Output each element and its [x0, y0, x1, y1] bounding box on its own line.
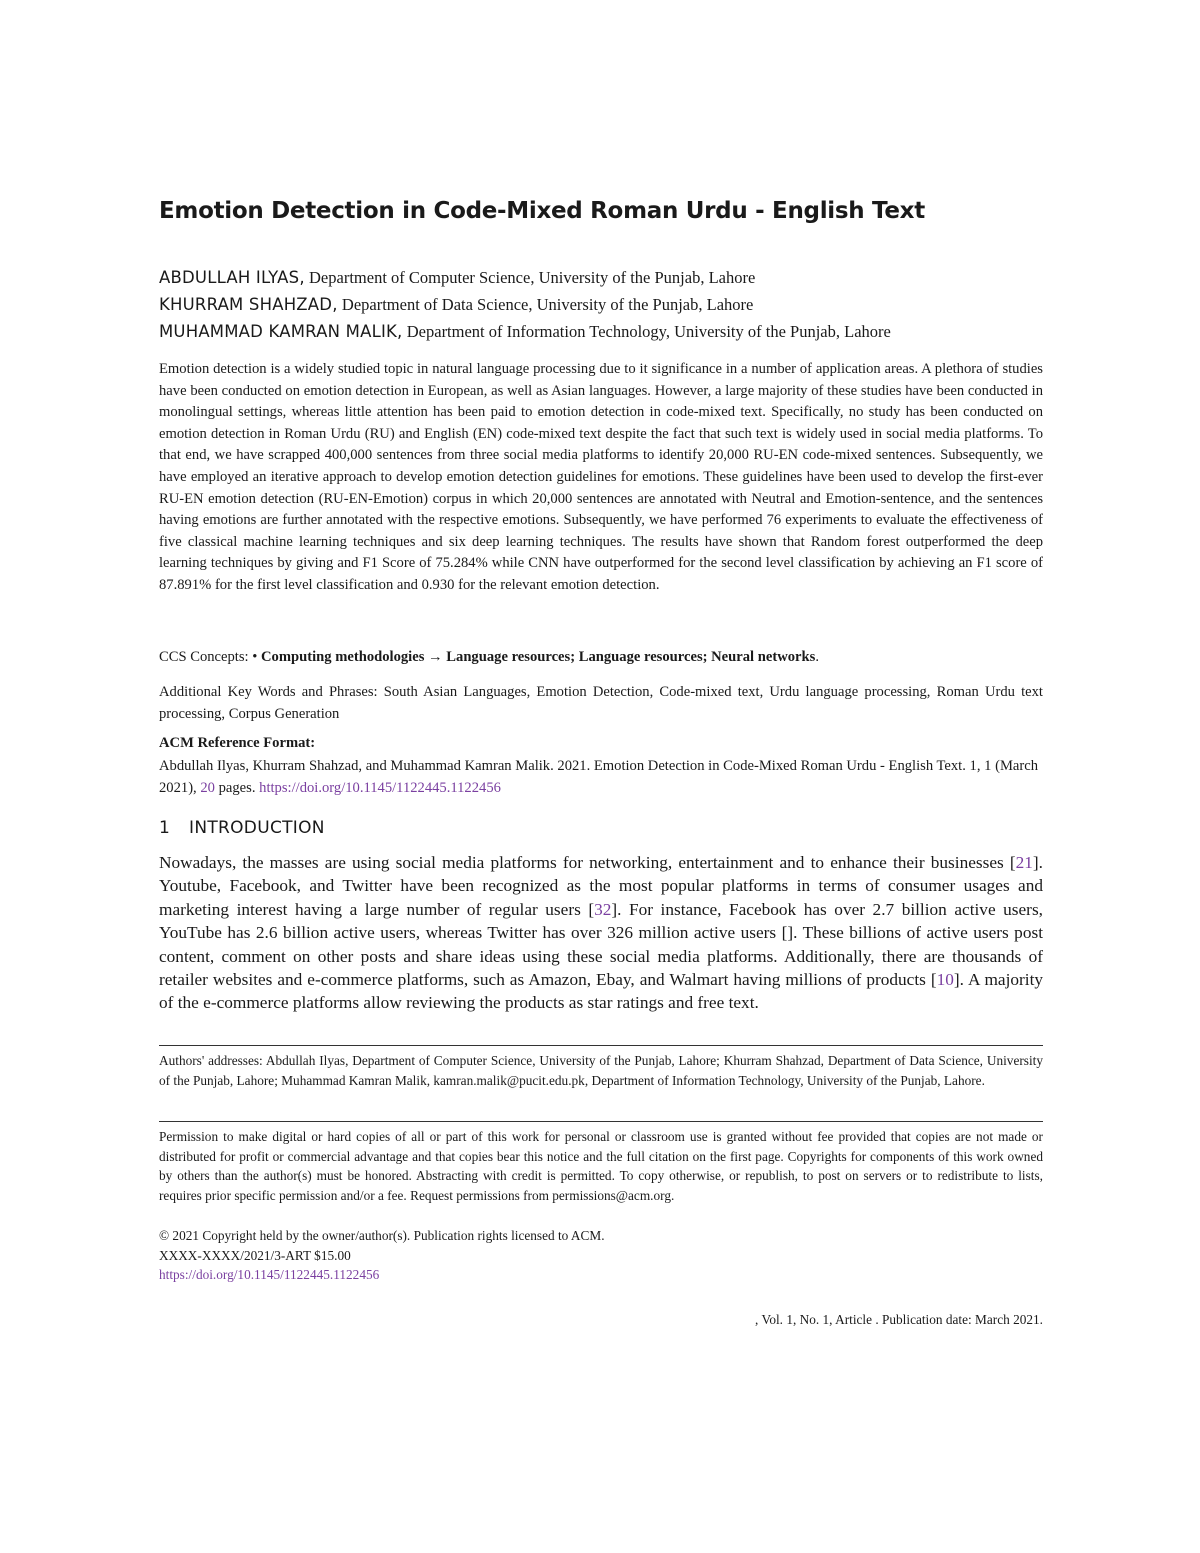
reference-citation: Abdullah Ilyas, Khurram Shahzad, and Muhammad Kamran Malik. 2021. Emotion Detection in Code-Mixed Roman Urdu - English Text.: [159, 758, 966, 774]
permission-divider: [159, 1121, 1043, 1122]
authors-addresses-footnote: Authors' addresses: Abdullah Ilyas, Department of Computer Science, University of the Punjab, Lahore; Khurram Shahzad, Department of Data Science, University of the Punjab, Lahore; Muhammad Kamran Malik, kamran.malik@pucit.edu.pk, Department of Information Technology, University of the Punjab, Lahore.: [159, 1053, 1043, 1088]
paper-title: Emotion Detection in Code-Mixed Roman Urdu - English Text: [159, 198, 925, 224]
keywords: Additional Key Words and Phrases: South Asian Languages, Emotion Detection, Code-mixed text, Urdu language processing, Roman Urdu text processing, Corpus Generation: [159, 684, 1043, 722]
section-title: INTRODUCTION: [189, 818, 325, 838]
author-list: [159, 264, 1043, 345]
reference-pages-word: pages.: [218, 780, 256, 796]
citation-link[interactable]: 10: [936, 970, 954, 990]
publication-info: [159, 1226, 1043, 1285]
running-footer: , Vol. 1, No. 1, Article . Publication date: March 2021.: [755, 1312, 1043, 1327]
author-affiliation: Department of Information Technology, University of the Punjab, Lahore: [406, 322, 891, 341]
reference-venue: 1, 1 (March 2021),: [159, 758, 1039, 796]
author-entry: [159, 264, 1043, 291]
permission-notice: Permission to make digital or hard copies of all or part of this work for personal or classroom use is granted without fee provided that copies are not made or distributed for profit or commercial advantage and that copies bear this notice and the full citation on the first page. Copyrights for components of this work owned by others than the author(s) must be honored. Abstracting with credit is permitted. To copy otherwise, or republish, to post on servers or to redistribute to lists, requires prior specific permission and/or a fee. Request permissions from permissions@acm.org.: [159, 1129, 1043, 1203]
author-affiliation: Department of Computer Science, University of the Punjab, Lahore: [309, 268, 756, 287]
author-name: ABDULLAH ILYAS,: [159, 268, 305, 287]
isbn-line: XXXX-XXXX/2021/3-ART $15.00: [159, 1247, 351, 1263]
intro-paragraph: [159, 851, 1043, 1015]
footnote-divider: [159, 1045, 1043, 1046]
ccs-label: CCS Concepts: •: [159, 649, 258, 665]
abstract: Emotion detection is a widely studied topic in natural language processing due to it significance in a number of application areas. A plethora of studies have been conducted on emotion detection in European, as well as Asian languages. However, a large majority of these studies have been conducted in monolingual settings, whereas little attention has been paid to emotion detection in code-mixed text. Specifically, no study has been conducted on emotion detection in Roman Urdu (RU) and English (EN) code-mixed text despite the fact that such text is widely used in social media platforms. To that end, we have scrapped 400,000 sentences from three social media platforms to identify 20,000 RU-EN code-mixed sentences. Subsequently, we have employed an iterative approach to develop emotion detection guidelines for emotions. These guidelines have been used to develop the first-ever RU-EN emotion detection (RU-EN-Emotion) corpus in which 20,000 sentences are annotated with Neutral and Emotion-sentence, and the sentences having emotions are further annotated with the respective emotions. Subsequently, we have performed 76 experiments to evaluate the effectiveness of five classical machine learning techniques and six deep learning techniques. The results have shown that Random forest outperformed the deep learning techniques by giving and F1 Score of 75.284% while CNN have outperformed for the second level classification by achieving an F1 score of 87.891% for the first level classification and 0.930 for the relevant emotion detection.: [159, 361, 1043, 593]
citation-link[interactable]: 32: [594, 899, 612, 919]
reference-pages-link[interactable]: 20: [200, 780, 215, 796]
author-name: MUHAMMAD KAMRAN MALIK,: [159, 322, 403, 341]
ccs-concepts: [159, 647, 1043, 667]
intro-text: ]. Youtube, Facebook, and Twitter have been recognized as the most popular platforms in terms of consumer usages and marketing interest having a large number of regular users [: [159, 853, 1043, 919]
intro-text: ]. A majority of the e-commerce platforms allow reviewing the products as star ratings and free text.: [159, 970, 1044, 1013]
section-number: 1: [159, 818, 171, 838]
citation-link[interactable]: 21: [1015, 853, 1033, 872]
reference-doi-link[interactable]: https://doi.org/10.1145/1122445.1122456: [259, 780, 501, 796]
author-affiliation: Department of Data Science, University of the Punjab, Lahore: [341, 295, 754, 314]
ccs-end: .: [815, 649, 819, 665]
author-entry: [159, 318, 1043, 345]
author-entry: [159, 291, 1043, 318]
intro-text: ]. For instance, Facebook has over 2.7 billion active users, YouTube has 2.6 billion active users, whereas Twitter has over 326 million active users []. These billions of active users post content, comment on other posts and share ideas using these social media platforms. Additionally, there are thousands of retailer websites and e-commerce platforms, such as Amazon, Ebay, and Walmart having millions of products [: [159, 899, 1043, 990]
doi-link[interactable]: https://doi.org/10.1145/1122445.1122456: [159, 1267, 380, 1283]
author-name: KHURRAM SHAHZAD,: [159, 295, 338, 314]
intro-text: Nowadays, the masses are using social media platforms for networking, entertainment and to enhance their businesses [: [159, 853, 1016, 872]
section-heading: [159, 818, 1043, 838]
ccs-concept-list: Computing methodologies → Language resources; Language resources; Neural networks: [261, 649, 816, 665]
reference-format-heading: ACM Reference Format:: [159, 735, 316, 751]
copyright-line: © 2021 Copyright held by the owner/author(s). Publication rights licensed to ACM.: [159, 1228, 605, 1243]
reference-format: [159, 755, 1043, 799]
